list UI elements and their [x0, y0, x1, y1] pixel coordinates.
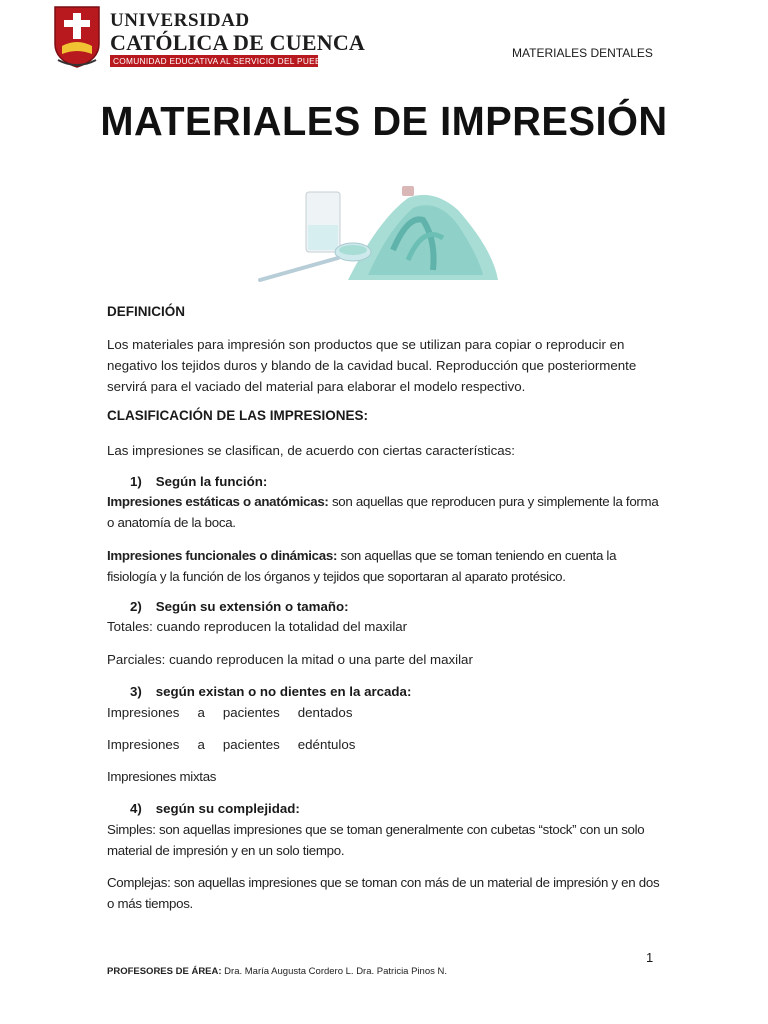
page-number: 1	[646, 950, 654, 965]
course-name: MATERIALES DENTALES	[512, 46, 653, 60]
word: Impresiones	[107, 737, 180, 752]
section-1-item-static	[107, 491, 667, 533]
word: pacientes	[222, 737, 280, 752]
word: a	[197, 705, 205, 720]
section-4-simples: Simples: son aquellas impresiones que se toman generalmente con cubetas “stock” con un solo material de impresión y en un solo tiempo.	[107, 822, 645, 858]
classification-heading: CLASIFICACIÓN DE LAS IMPRESIONES:	[107, 408, 369, 423]
section-3-edentulos	[107, 734, 667, 755]
footer-professors	[107, 966, 447, 977]
footer-names: Dra. María Augusta Cordero L. Dra. Patricia Pinos N.	[221, 966, 448, 977]
section-2-totales: Totales: cuando reproducen la totalidad del maxilar	[107, 619, 408, 634]
section-2-parciales: Parciales: cuando reproducen la mitad o una parte del maxilar	[107, 652, 473, 667]
section-1-number: 1)	[130, 474, 142, 489]
word: Impresiones	[107, 705, 180, 720]
desc-static-impressions: son aquellas que reproducen pura y simplemente la forma o anatomía de la boca.	[107, 494, 659, 530]
section-4-number: 4)	[130, 801, 142, 816]
definition-text: Los materiales para impresión son productos que se utilizan para copiar o reproducir en negativo los tejidos duros y blando de la cavidad bucal. Reproducción que posteriormente servirá para el vaciado del material para elaborar el modelo respectivo.	[107, 337, 637, 394]
word: edéntulos	[297, 737, 356, 752]
section-4-title: según su complejidad:	[155, 801, 300, 816]
section-3-title: según existan o no dientes en la arcada:	[155, 684, 412, 699]
section-1-title: Según la función:	[155, 474, 268, 489]
classification-intro: Las impresiones se clasifican, de acuerdo con ciertas características:	[107, 443, 515, 458]
section-2-heading	[130, 599, 349, 614]
university-crest-logo	[52, 4, 102, 70]
term-static-impressions: Impresiones estáticas o anatómicas:	[107, 494, 329, 509]
section-2-title: Según su extensión o tamaño:	[155, 599, 349, 614]
university-name-line2: CATÓLICA DE CUENCA	[110, 30, 365, 55]
section-3-mixtas: Impresiones mixtas	[107, 769, 217, 784]
term-functional-impressions: Impresiones funcionales o dinámicas:	[107, 548, 338, 563]
definition-heading: DEFINICIÓN	[107, 304, 186, 319]
word: pacientes	[222, 705, 280, 720]
university-tagline: COMUNIDAD EDUCATIVA AL SERVICIO DEL PUEBLO	[113, 56, 333, 66]
page-title: MATERIALES DE IMPRESIÓN	[100, 98, 668, 144]
section-4-heading	[130, 801, 300, 816]
university-name-line1: UNIVERSIDAD	[110, 10, 250, 31]
section-1-heading	[130, 474, 267, 489]
section-3-heading	[130, 684, 411, 699]
section-2-number: 2)	[130, 599, 142, 614]
desc-functional-impressions: son aquellas que se toman teniendo en cuenta la fisiología y la función de los órganos y tejidos que soportaran al aparato protésico.	[107, 548, 617, 584]
section-1-item-functional	[107, 545, 667, 587]
word: dentados	[297, 705, 353, 720]
footer-label: PROFESORES DE ÁREA:	[107, 966, 222, 977]
impression-material-illustration	[258, 180, 508, 290]
section-4-complejas: Complejas: son aquellas impresiones que se toman con más de un material de impresión y en dos o más tiempos.	[107, 875, 660, 911]
section-3-number: 3)	[130, 684, 142, 699]
word: a	[197, 737, 205, 752]
section-3-dentados	[107, 702, 667, 723]
